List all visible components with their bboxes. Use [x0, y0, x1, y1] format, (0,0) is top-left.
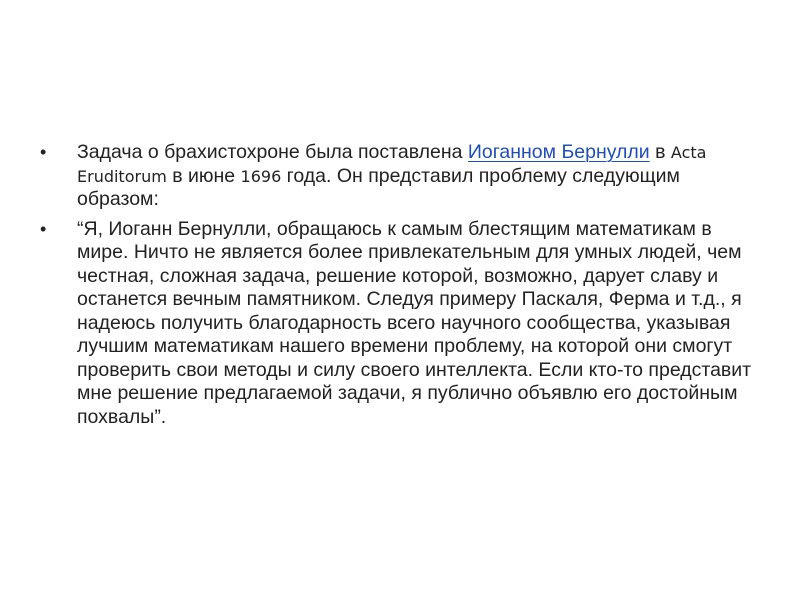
- bullet-icon: •: [40, 142, 47, 162]
- bernoulli-quote-text: “Я, Иоганн Бернулли, обращаюсь к самым блестящим математикам в мире. Ничто не является более привлекательным для умных людей, чем честная, сложная задача, решение которой, возможно, дарует славу и останется вечным памятником. Следуя примеру Паскаля, Ферма и т.д., я надеюсь получить благодарность всего научного сообщества, указывая лучшим математикам нашего времени проблему, на которой они смогут проверить свои методы и силу своего интеллекта. Если кто-то представит мне решение предлагаемой задачи, я публично объявлю его достойным похвалы”.: [77, 217, 752, 428]
- journal-name: Acta Eruditorum: [77, 143, 707, 186]
- intro-text-in: в: [649, 141, 671, 163]
- intro-text-june: в июне: [166, 164, 241, 187]
- johann-bernoulli-link[interactable]: Иоганном Бернулли: [467, 141, 650, 163]
- year-text: 1696: [240, 166, 282, 186]
- intro-text-start: Задача о брахистохроне была поставлена: [77, 141, 468, 163]
- bullet-item-quote: [40, 218, 760, 430]
- bullet-list: [40, 141, 760, 435]
- bullet-icon: •: [40, 218, 47, 239]
- intro-text-end: года. Он представил проблему следующим образом:: [77, 164, 680, 210]
- bullet-item-problem-intro: [40, 141, 760, 212]
